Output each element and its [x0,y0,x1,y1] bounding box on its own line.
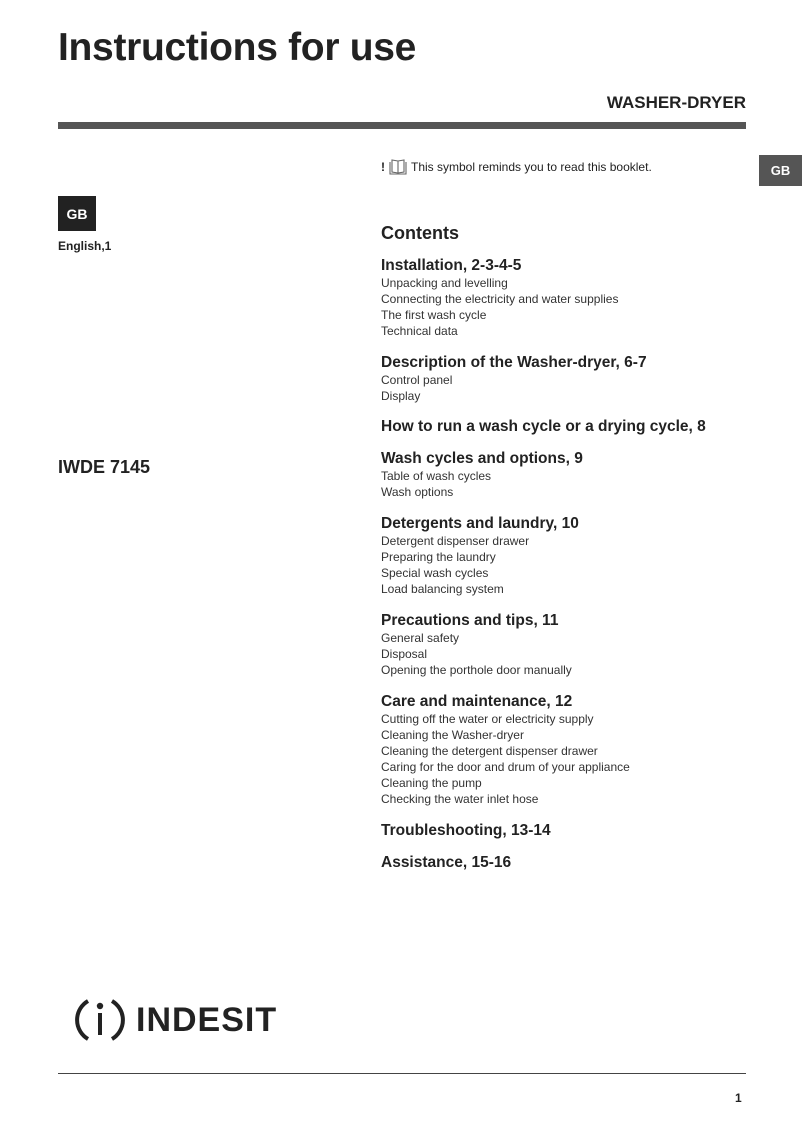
toc-section [381,515,579,597]
toc-item[interactable]: Preparing the laundry [381,550,496,564]
toc-item[interactable]: Technical data [381,324,458,338]
toc-section [381,450,583,500]
notice-text: This symbol reminds you to read this booklet. [411,160,652,174]
toc-section-title[interactable]: Troubleshooting, 13-14 [381,822,551,839]
toc-item[interactable]: Detergent dispenser drawer [381,534,530,548]
booklet-notice [381,158,652,176]
language-index: English,1 [58,239,112,253]
toc-item[interactable]: Display [381,389,421,403]
toc-item[interactable]: Caring for the door and drum of your appliance [381,760,630,774]
footer-rule [58,1073,746,1074]
toc-item[interactable]: Cleaning the Washer-dryer [381,728,524,742]
language-badge: GB [58,196,96,231]
brand-name: INDESIT [136,1000,278,1039]
toc-section-title[interactable]: Installation, 2-3-4-5 [381,257,522,274]
toc-section [381,822,551,840]
header-rule [58,122,746,129]
toc-section [381,612,572,678]
toc-section-title[interactable]: Care and maintenance, 12 [381,693,573,710]
toc-section-title[interactable]: Precautions and tips, 11 [381,612,559,629]
toc-item[interactable]: Cleaning the pump [381,776,482,790]
toc-section-title[interactable]: Detergents and laundry, 10 [381,515,579,532]
model-number: IWDE 7145 [58,457,151,477]
toc-item[interactable]: Opening the porthole door manually [381,663,572,677]
toc-item[interactable]: Wash options [381,485,454,499]
toc-item[interactable]: Table of wash cycles [381,469,492,483]
toc-item[interactable]: Cleaning the detergent dispenser drawer [381,744,598,758]
toc-item[interactable]: Unpacking and levelling [381,276,508,290]
toc-item[interactable]: Cutting off the water or electricity supply [381,712,594,726]
toc-section [381,354,647,404]
toc-item[interactable]: The first wash cycle [381,308,487,322]
toc-section-title[interactable]: Wash cycles and options, 9 [381,450,583,467]
indesit-i-icon [74,995,126,1045]
toc-section-title[interactable]: Description of the Washer-dryer, 6-7 [381,354,647,371]
toc-item[interactable]: Special wash cycles [381,566,489,580]
toc-section [381,693,630,807]
toc-item[interactable]: Control panel [381,373,453,387]
toc-item[interactable]: Checking the water inlet hose [381,792,539,806]
toc-section-title[interactable]: How to run a wash cycle or a drying cycle, 8 [381,418,706,435]
page-number: 1 [735,1091,742,1105]
toc-item[interactable]: Connecting the electricity and water supplies [381,292,619,306]
language-tab-gb: GB [759,155,802,186]
warning-mark: ! [381,160,385,174]
toc-section [381,854,511,872]
toc-section [381,257,618,339]
booklet-icon [388,158,408,176]
toc-item[interactable]: General safety [381,631,460,645]
contents-heading: Contents [381,223,459,243]
toc-item[interactable]: Load balancing system [381,582,504,596]
toc-section-title[interactable]: Assistance, 15-16 [381,854,512,871]
toc-item[interactable]: Disposal [381,647,428,661]
indesit-logo [74,995,277,1045]
toc-section [381,418,706,436]
product-type: WASHER-DRYER [606,93,746,112]
document-title: Instructions for use [58,26,417,69]
